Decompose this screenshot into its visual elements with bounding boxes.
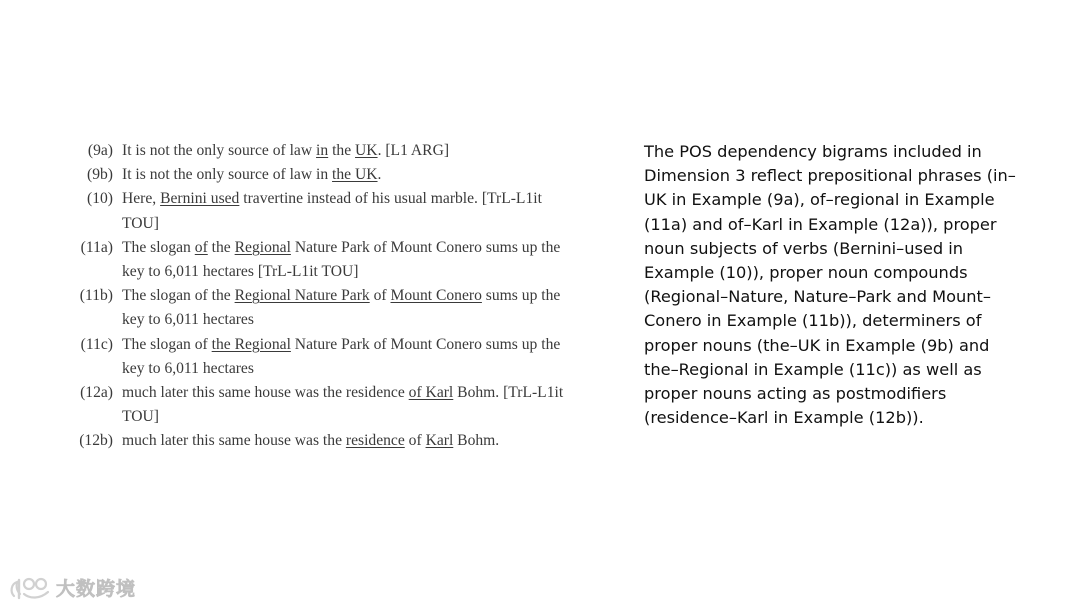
text-segment: Nature Park of Mount Conero sums up the (290, 335, 561, 353)
text-segment: TOU] (122, 214, 159, 232)
example-text (122, 429, 597, 453)
example-item (62, 139, 597, 163)
text-segment: the (207, 238, 235, 256)
example-number: (11b) (79, 287, 113, 305)
underlined-token: Mount Conero (390, 287, 482, 305)
text-segment: Bohm. [TrL-L1it (453, 384, 564, 402)
explanation-line: Dimension 3 reflect prepositional phrases (in– (644, 166, 1016, 186)
underlined-token: of Karl (408, 384, 454, 402)
text-segment: of (369, 287, 391, 305)
watermark (8, 572, 136, 602)
example-line (122, 381, 597, 405)
text-segment: travertine instead of his usual marble. [TrL-L1it (239, 190, 542, 208)
example-number: (10) (87, 190, 113, 208)
example-text (122, 381, 597, 429)
text-segment: much later this same house was the residence (122, 384, 409, 402)
example-text (122, 163, 597, 187)
example-item (62, 163, 597, 187)
watermark-text: 大数跨境 (56, 577, 137, 600)
explanation-line: noun subjects of verbs (Bernini–used in (644, 238, 964, 258)
example-item (62, 381, 597, 429)
example-item (62, 333, 597, 381)
example-line (122, 163, 597, 187)
example-text (122, 236, 597, 284)
text-segment: . (377, 166, 382, 184)
text-segment: much later this same house was the (122, 432, 346, 450)
example-line (122, 308, 597, 332)
underlined-token: UK (355, 142, 378, 159)
text-segment: sums up the (481, 287, 561, 305)
underlined-token: of (194, 238, 208, 256)
explanation-line: (Regional–Nature, Nature–Park and Mount– (644, 287, 991, 307)
underlined-token: in (316, 142, 329, 159)
example-item (62, 284, 597, 332)
underlined-token: the Regional (211, 335, 291, 353)
explanation-line: Conero in Example (11b)), determiners of (644, 311, 982, 331)
underlined-token: Regional (234, 238, 291, 256)
example-number: (12b) (79, 432, 113, 450)
text-segment: of (404, 432, 426, 450)
text-segment: key to 6,011 hectares (122, 311, 254, 329)
example-line (122, 284, 597, 308)
explanation-line: (11a) and of–Karl in Example (12a)), proper (644, 214, 997, 234)
underlined-token: Bernini used (160, 190, 240, 208)
underlined-token: residence (345, 432, 405, 450)
text-segment: . [L1 ARG] (377, 142, 450, 159)
explanation-line: (residence–Karl in Example (12b)). (644, 408, 924, 428)
example-line (122, 212, 597, 236)
watermark-logo-icon (8, 572, 52, 602)
text-segment: the (328, 142, 356, 159)
explanation-line: the–Regional in Example (11c)) as well as (644, 359, 982, 379)
example-text (122, 187, 597, 235)
example-number: (9b) (87, 166, 113, 184)
underlined-token: the UK (332, 166, 378, 184)
text-segment: Bohm. (453, 432, 500, 450)
example-text (122, 139, 597, 163)
example-text (122, 333, 597, 381)
text-segment: Nature Park of Mount Conero sums up the (290, 238, 561, 256)
example-number: (12a) (80, 384, 113, 402)
example-line (122, 260, 597, 284)
underlined-token: Karl (425, 432, 454, 450)
explanation-line: proper nouns acting as postmodifiers (644, 384, 947, 404)
underlined-token: Regional Nature Park (234, 287, 370, 305)
example-item (62, 429, 597, 453)
text-segment: It is not the only source of law in (122, 166, 333, 184)
example-line (122, 357, 597, 381)
example-number: (9a) (87, 142, 113, 159)
example-text (122, 284, 597, 332)
example-line (122, 187, 597, 211)
text-segment: key to 6,011 hectares (122, 359, 254, 377)
example-number: (11a) (80, 238, 113, 256)
example-item (62, 236, 597, 284)
text-segment: It is not the only source of law (122, 142, 317, 159)
example-number: (11c) (80, 335, 113, 353)
explanation-line: proper nouns (the–UK in Example (9b) and (644, 335, 990, 355)
text-segment: TOU] (122, 408, 159, 426)
example-item (62, 187, 597, 235)
explanation-text (644, 140, 1044, 430)
explanation-line: UK in Example (9a), of–regional in Example (644, 190, 995, 210)
example-line (122, 333, 597, 357)
explanation-line: Example (10)), proper noun compounds (644, 263, 968, 283)
explanation-line: The POS dependency bigrams included in (644, 142, 982, 161)
text-segment: Here, (122, 190, 161, 208)
example-line (122, 405, 597, 429)
text-segment: key to 6,011 hectares [TrL-L1it TOU] (122, 263, 359, 281)
text-segment: The slogan (122, 238, 195, 256)
example-line (122, 429, 597, 453)
text-segment: The slogan of (122, 335, 212, 353)
linguistic-examples (62, 139, 597, 454)
example-line (122, 139, 597, 163)
text-segment: The slogan of the (122, 287, 235, 305)
example-line (122, 236, 597, 260)
